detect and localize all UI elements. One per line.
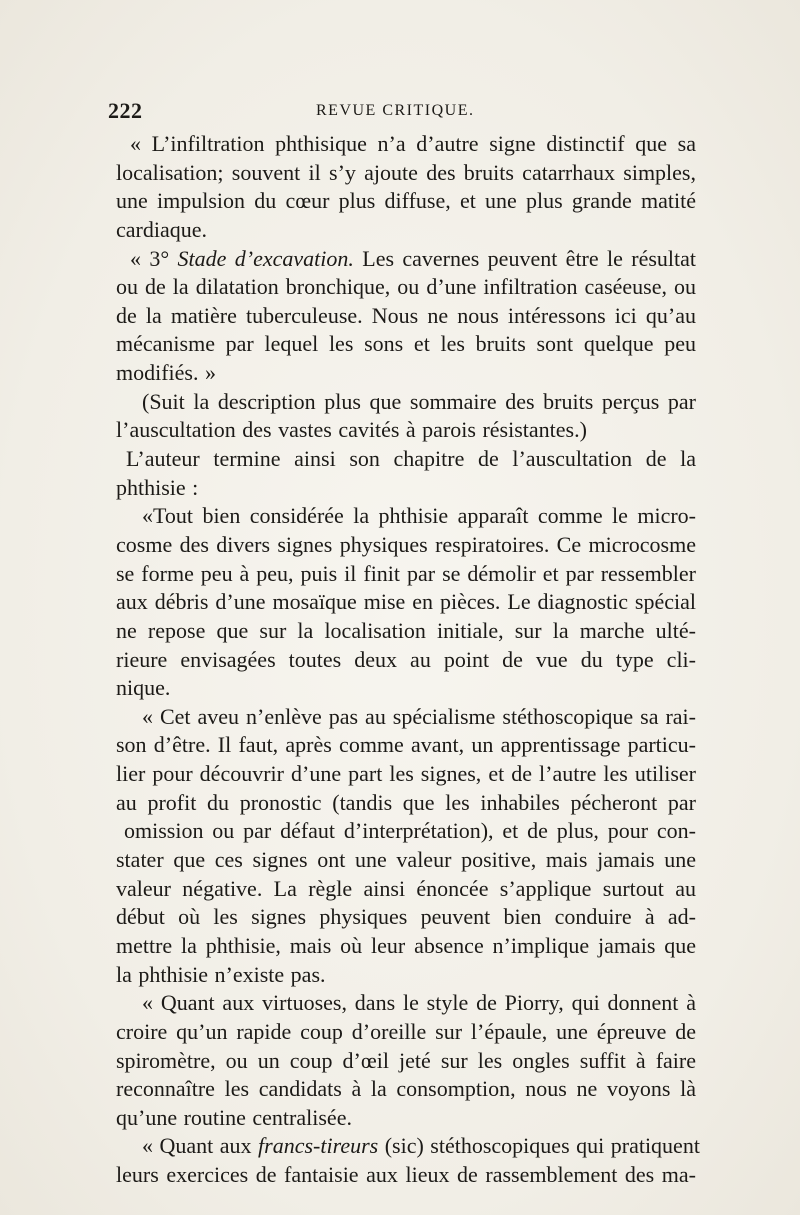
text-line: localisation; souvent il s’y ajoute des bruits catarrhaux simples, [116,159,696,185]
text-line: se forme peu à peu, puis il finit par se démolir et par ressembler [116,560,696,586]
text-line: spiromètre, ou un coup d’œil jeté sur les ongles suffit à faire [116,1047,696,1073]
text-segment: « Quant aux [142,1133,259,1159]
text-line: au profit du pronostic (tandis que les inhabiles pécheront par [116,789,696,815]
text-line: rieure envisagées toutes deux au point de vue du type cli- [116,646,696,672]
text-segment: « 3° [130,245,178,271]
text-line: ne repose que sur la localisation initiale, sur la marche ulté- [116,617,696,643]
text-line: l’auscultation des vastes cavités à parois résistantes.) [116,417,587,443]
text-line: «Tout bien considérée la phthisie apparaît comme le micro- [142,503,696,529]
text-line: modifiés. » [116,360,216,386]
text-line: croire qu’un rapide coup d’oreille sur l’épaule, une épreuve de [116,1018,696,1044]
text-line: aux débris d’une mosaïque mise en pièces. Le diagnostic spécial [116,589,696,615]
text-line: une impulsion du cœur plus diffuse, et une plus grande matité [116,188,696,214]
text-line: nique. [116,675,171,701]
text-line: (Suit la description plus que sommaire des bruits perçus par [142,388,696,414]
italic-heading: Stade d’excavation. [177,245,354,271]
text-line: la phthisie n’existe pas. [116,961,326,987]
body-text [116,130,700,1190]
text-line: qu’une routine centralisée. [116,1104,352,1130]
page-number: 222 [108,98,143,123]
text-line: mécanisme par lequel les sons et les bruits sont quelque peu [116,331,696,357]
text-line: reconnaître les candidats à la consomption, nous ne voyons là [116,1076,696,1102]
text-line: stater que ces signes ont une valeur positive, mais jamais une [116,847,696,873]
text-line: L’auteur termine ainsi son chapitre de l’auscultation de la [126,446,696,472]
running-head: REVUE CRITIQUE. [316,102,475,119]
page-header [108,98,700,128]
text-line: « Cet aveu n’enlève pas au spécialisme stéthoscopique sa rai- [142,703,696,729]
italic-term: francs-tireurs [258,1133,379,1159]
text-line: cardiaque. [116,216,207,242]
text-segment: (sic) stéthoscopiques qui pratiquent [378,1133,700,1159]
text-line [116,245,696,274]
text-line: son d’être. Il faut, après comme avant, un apprentissage particu- [116,732,696,758]
text-segment: Les cavernes peuvent être le résultat [353,245,696,271]
text-line: début où les signes physiques peuvent bien conduire à ad- [116,904,696,930]
text-line: ou de la dilatation bronchique, ou d’une infiltration caséeuse, ou [116,274,696,300]
text-line: phthisie : [116,474,199,500]
text-line: mettre la phthisie, mais où leur absence n’implique jamais que [116,932,696,958]
text-line: omission ou par défaut d’interprétation), et de plus, pour con- [124,818,696,844]
text-line [116,1132,700,1161]
text-line: de la matière tuberculeuse. Nous ne nous intéressons ici qu’au [116,302,696,328]
text-line: « L’infiltration phthisique n’a d’autre signe distinctif que sa [130,131,696,156]
text-line: lier pour découvrir d’une part les signes, et de l’autre les utiliser [116,761,696,787]
text-line: cosme des divers signes physiques respiratoires. Ce microcosme [116,531,696,557]
text-line: valeur négative. La règle ainsi énoncée s’applique surtout au [116,875,696,901]
text-line: leurs exercices de fantaisie aux lieux de rassemblement des ma- [116,1162,696,1188]
text-line: « Quant aux virtuoses, dans le style de Piorry, qui donnent à [142,990,696,1016]
